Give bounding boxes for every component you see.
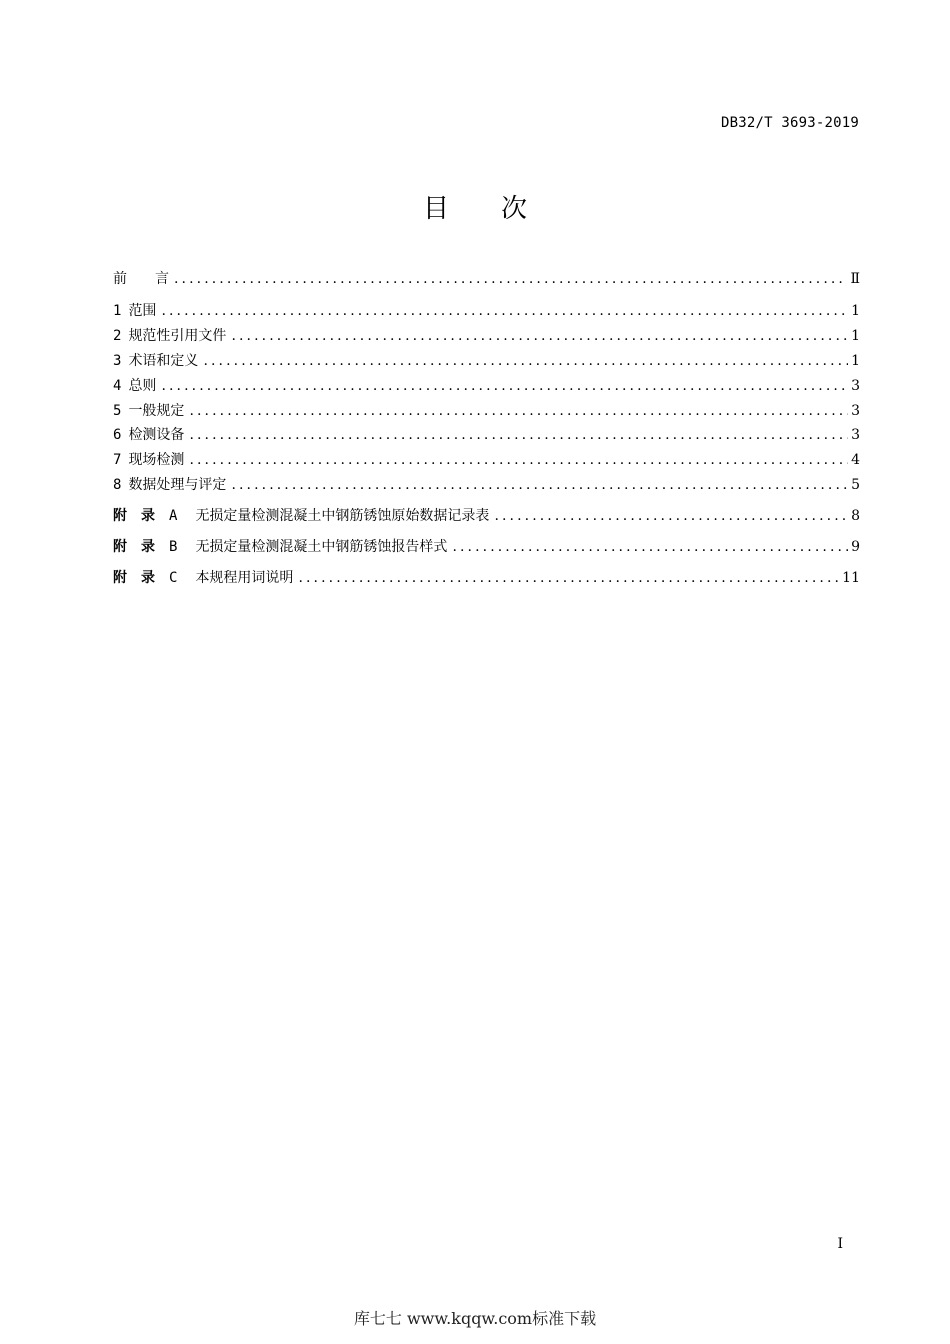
toc-leader-dots [161,300,848,322]
toc-entry-label: 检测设备 [128,427,185,443]
toc-entry-number: 1 [113,303,122,319]
toc-entry-page: 4 [851,452,860,468]
watermark-text: 库七七 www.kqqw.com标准下载 [353,1309,597,1328]
toc-entry-label: 无损定量检测混凝土中钢筋锈蚀报告样式 [195,539,448,555]
toc-entry-data-processing[interactable] [113,474,860,496]
document-code: DB32/T 3693-2019 [720,115,859,131]
toc-leader-dots [203,350,848,372]
toc-leader-dots [494,505,848,527]
appendix-prefix: 附 录 [113,508,155,524]
appendix-prefix: 附 录 [113,570,155,586]
appendix-prefix: 附 录 [113,539,155,555]
toc-entry-general-provisions[interactable] [113,400,860,422]
toc-entry-number: 5 [113,403,122,419]
appendix-letter: B [169,539,178,555]
toc-entry-label: 数据处理与评定 [128,477,227,493]
toc-leader-dots [231,474,848,496]
toc-entry-label: 现场检测 [128,452,185,468]
toc-entry-normative-references[interactable] [113,325,860,347]
appendix-letter: C [169,570,178,586]
toc-entry-scope[interactable] [113,300,860,322]
toc-entry-number: 8 [113,477,122,493]
toc-entry-page: 3 [851,427,860,443]
toc-leader-dots [189,424,848,446]
toc-entry-label: 无损定量检测混凝土中钢筋锈蚀原始数据记录表 [195,508,490,524]
toc-entry-page: 1 [851,353,860,369]
toc-entry-appendix-a[interactable] [113,505,860,527]
toc-entry-page: 8 [851,508,860,524]
toc-leader-dots [452,536,848,558]
toc-leader-dots [174,268,847,290]
toc-entry-number: 7 [113,452,122,468]
toc-entry-foreword[interactable] [113,268,860,290]
toc-entry-equipment[interactable] [113,424,860,446]
toc-entry-page: 5 [851,477,860,493]
toc-entry-appendix-c[interactable] [113,567,860,589]
toc-leader-dots [231,325,848,347]
toc-leader-dots [161,375,848,397]
toc-leader-dots [189,449,848,471]
appendix-letter: A [169,508,178,524]
toc-entry-label: 一般规定 [128,403,185,419]
toc-leader-dots [189,400,848,422]
toc-entry-label: 总则 [128,378,157,394]
toc-entry-label: 范围 [128,303,157,319]
toc-entry-general[interactable] [113,375,860,397]
toc-entry-label: 前 言 [113,271,169,287]
toc-entry-page: 11 [842,570,860,586]
toc-entry-page: 9 [851,539,860,555]
toc-entry-appendix-b[interactable] [113,536,860,558]
toc-leader-dots [298,567,839,589]
toc-entry-label: 规范性引用文件 [128,328,227,344]
toc-entry-label: 术语和定义 [128,353,199,369]
page-title: 目次 [422,194,579,224]
toc-entry-label: 本规程用词说明 [195,570,294,586]
toc-entry-number: 2 [113,328,122,344]
toc-entry-field-testing[interactable] [113,449,860,471]
toc-entry-number: 3 [113,353,122,369]
toc-entry-number: 6 [113,427,122,443]
toc-entry-page: 1 [851,303,860,319]
toc-entry-terms[interactable] [113,350,860,372]
toc-entry-number: 4 [113,378,122,394]
toc-entry-page: 3 [851,403,860,419]
toc-entry-page: 1 [851,328,860,344]
toc-entry-page: Ⅱ [850,271,860,287]
page-number: I [837,1236,843,1252]
toc-entry-page: 3 [851,378,860,394]
